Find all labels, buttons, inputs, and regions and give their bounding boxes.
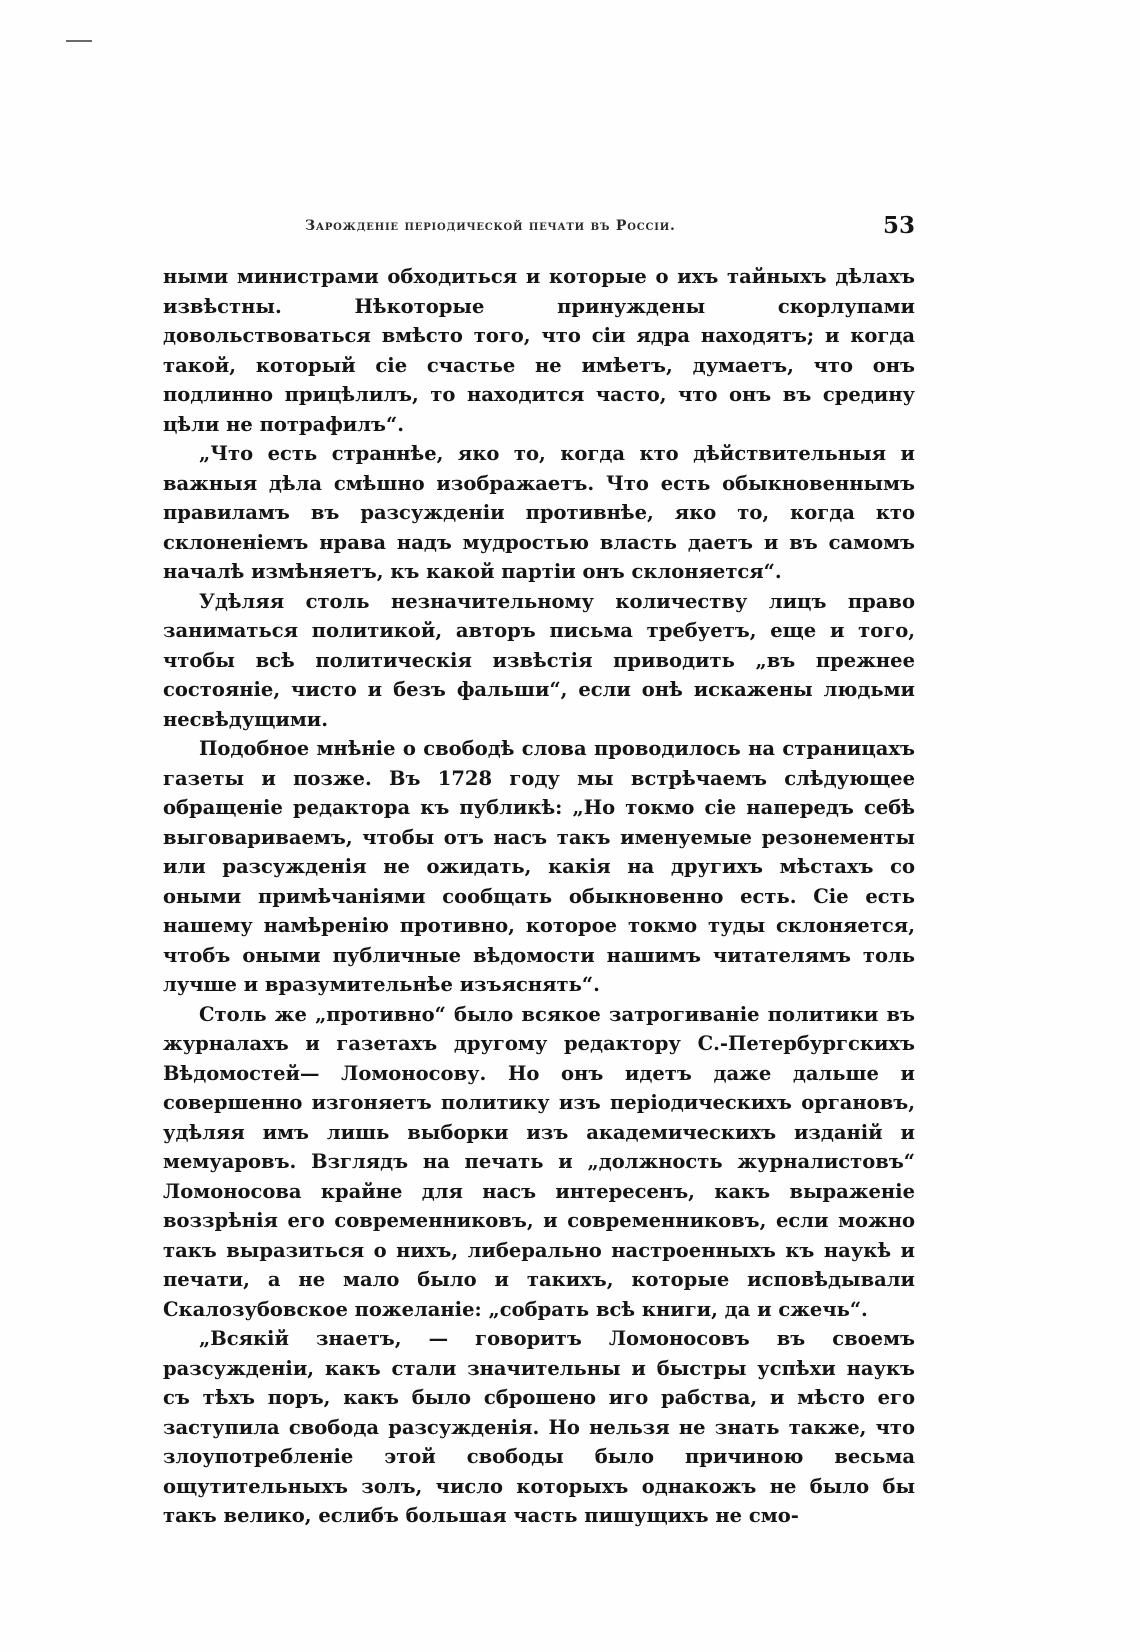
paragraph: „Что есть страннѣе, яко то, когда кто дѣйствительныя и важныя дѣла смѣшно изображаетъ. Что есть обыкновеннымъ правиламъ въ разсужденіи противнѣе, яко то, когда кто склоненіемъ нрава надъ мудростью власть даетъ и въ самомъ началѣ измѣняетъ, къ какой партіи онъ склоняется“. (163, 442, 915, 583)
page-number: 53 (882, 212, 915, 239)
paragraph: „Всякій знаетъ, — говоритъ Ломоносовъ въ своемъ разсужденіи, какъ стали значительны и быстры успѣхи наукъ съ тѣхъ поръ, какъ было сброшено иго рабства, и мѣсто его заступила свобода разсужденія. Но нельзя не знать также, что злоупотребленіе этой свободы было причиною весьма ощутительныхъ золъ, число которыхъ однакожъ не было бы такъ велико, еслибъ большая часть пишущихъ не смо- (163, 1327, 915, 1527)
paragraph-continuation: ными министрами обходиться и которые о ихъ тайныхъ дѣлахъ извѣстны. Нѣкоторые принуждены скорлупами довольствоваться вмѣсто того, что сіи ядра находятъ; и когда такой, который сіе счастье не имѣетъ, думаетъ, что онъ подлинно прицѣлилъ, то находится часто, что онъ въ средину цѣли не потрафилъ“. (163, 265, 915, 436)
running-title: Зарожденіе періодической печати въ Россіи. (305, 218, 676, 234)
body-text (163, 262, 915, 1531)
scan-corner-mark (66, 40, 92, 42)
paragraph: Удѣляя столь незначительному количеству лицъ право заниматься политикой, авторъ письма требуетъ, еще и того, чтобы всѣ политическія извѣстія приводить „въ прежнее состояніе, чисто и безъ фальши“, если онѣ искажены людьми несвѣдущими. (163, 589, 915, 731)
page-header (163, 212, 915, 242)
paragraph: Подобное мнѣніе о свободѣ слова проводилось на страницахъ газеты и позже. Въ 1728 году мы встрѣчаемъ слѣдующее обращеніе редактора къ публикѣ: „Но токмо сіе напередъ себѣ выговариваемъ, чтобы отъ насъ такъ именуемые резонементы или разсужденія не ожидать, какія на другихъ мѣстахъ со оными примѣчаніями сообщать обыкновенно есть. Сіе есть нашему намѣренію противно, которое токмо туды склоняется, чтобъ оными публичные вѣдомости нашимъ читателямъ толь лучше и вразумительнѣе изъяснять“. (163, 737, 915, 996)
paragraph: Столь же „противно“ было всякое затрогиваніе политики въ журналахъ и газетахъ другому редактору С.-Петербургскихъ Вѣдомостей— Ломоносову. Но онъ идетъ даже дальше и совершенно изгоняетъ политику изъ періодическихъ органовъ, удѣляя имъ лишь выборки изъ академическихъ изданій и мемуаровъ. Взглядъ на печать и „должность журналистовъ“ Ломоносова крайне для насъ интересенъ, какъ выраженіе воззрѣнія его современниковъ, и современниковъ, если можно такъ выразиться о нихъ, либерально настроенныхъ къ наукѣ и печати, а не мало было и такихъ, которые исповѣдывали Скалозубовское пожеланіе: „собрать всѣ книги, да и сжечь“. (163, 1002, 915, 1321)
